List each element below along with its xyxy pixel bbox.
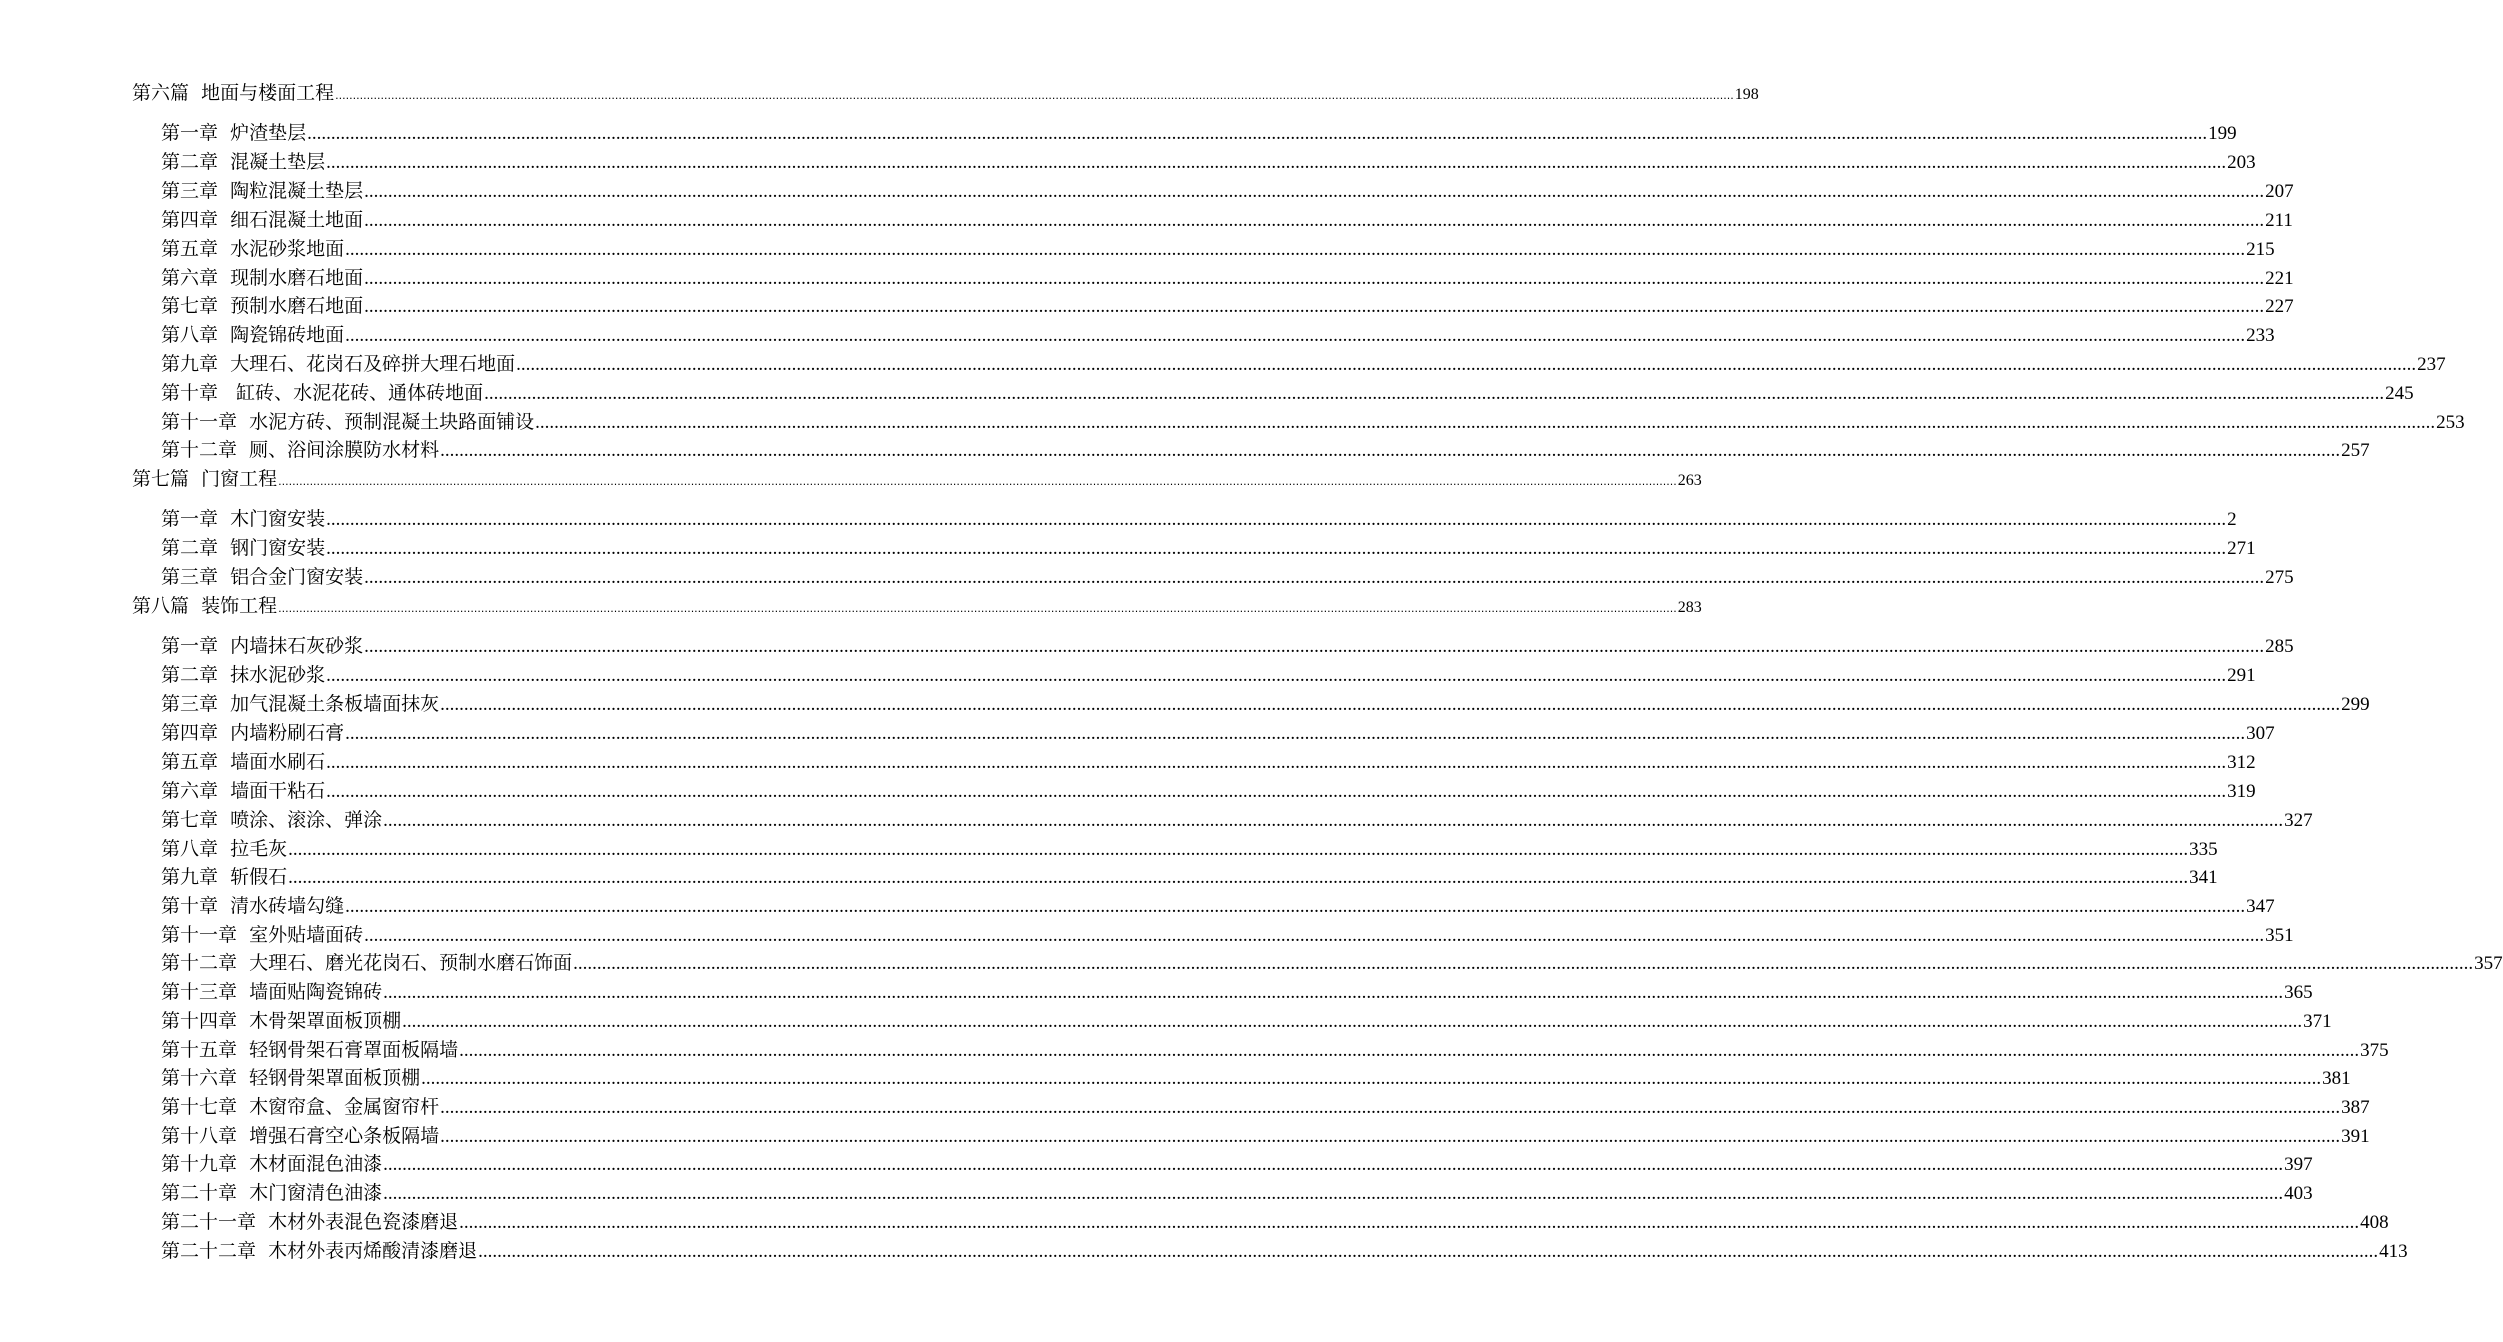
toc-entry-title: 第十章 清水砖墙勾缝 — [161, 895, 345, 917]
dot-leader: ................................................................................................................................................................................................................................................................................................................................................................................................................ — [573, 953, 2474, 974]
dot-leader: ................................................................................................................................................................................................................................................................................................................................................................................................................ — [326, 665, 2227, 686]
dot-leader: ................................................................................................................................................................................................................................................................................................................................................................................................................ — [326, 752, 2227, 773]
toc-page-number: 215 — [2246, 239, 2275, 260]
dot-leader: ................................................................................................................................................................................................................................................................................................................................................................................................................ — [307, 123, 2208, 144]
dot-leader: ................................................................................................................................................................................................................................................................................................................................................................................................................ — [326, 538, 2227, 559]
dot-leader: ................................................................................................................................................................................................................................................................................................................................................................................................................ — [326, 781, 2227, 802]
toc-chapter-entry[interactable] — [161, 747, 2256, 774]
dot-leader: ................................................................................................................................................................................................................................................................................................................................................................................................................ — [278, 602, 1677, 615]
toc-entry-title: 第十八章 增强石膏空心条板隔墙 — [161, 1125, 440, 1147]
toc-chapter-entry[interactable] — [161, 562, 2294, 589]
toc-entry-title: 第一章 木门窗安装 — [161, 508, 326, 530]
dot-leader: ................................................................................................................................................................................................................................................................................................................................................................................................................ — [364, 925, 2265, 946]
toc-chapter-entry[interactable] — [161, 1178, 2313, 1205]
dot-leader: ................................................................................................................................................................................................................................................................................................................................................................................................................ — [535, 412, 2436, 433]
toc-page-number: 221 — [2265, 268, 2294, 289]
dot-leader: ................................................................................................................................................................................................................................................................................................................................................................................................................ — [383, 810, 2284, 831]
toc-part-entry[interactable] — [132, 78, 1759, 105]
toc-chapter-entry[interactable] — [161, 205, 2293, 232]
toc-entry-title: 第八章 拉毛灰 — [161, 838, 288, 860]
dot-leader: ................................................................................................................................................................................................................................................................................................................................................................................................................ — [288, 867, 2189, 888]
toc-chapter-entry[interactable] — [161, 834, 2218, 861]
toc-chapter-entry[interactable] — [161, 631, 2294, 658]
toc-entry-title: 第十九章 木材面混色油漆 — [161, 1153, 383, 1175]
toc-page-number: 351 — [2265, 925, 2294, 946]
toc-chapter-entry[interactable] — [161, 1121, 2370, 1148]
toc-page-number: 285 — [2265, 636, 2294, 657]
toc-chapter-entry[interactable] — [161, 176, 2294, 203]
toc-entry-title: 第六章 现制水磨石地面 — [161, 267, 364, 289]
dot-leader: ................................................................................................................................................................................................................................................................................................................................................................................................................ — [345, 723, 2246, 744]
toc-entry-title: 第三章 陶粒混凝土垫层 — [161, 180, 364, 202]
toc-entry-title: 第七章 喷涂、滚涂、弹涂 — [161, 809, 383, 831]
dot-leader: ................................................................................................................................................................................................................................................................................................................................................................................................................ — [421, 1068, 2322, 1089]
toc-chapter-entry[interactable] — [161, 805, 2313, 832]
toc-entry-title: 第七章 预制水磨石地面 — [161, 295, 364, 317]
toc-page-number: 413 — [2379, 1241, 2408, 1262]
dot-leader: ................................................................................................................................................................................................................................................................................................................................................................................................................ — [278, 475, 1677, 488]
toc-page-number: 211 — [2265, 210, 2293, 231]
toc-chapter-entry[interactable] — [161, 435, 2370, 462]
toc-page-number: 253 — [2436, 412, 2465, 433]
toc-chapter-entry[interactable] — [161, 977, 2313, 1004]
toc-page-number: 233 — [2246, 325, 2275, 346]
dot-leader: ................................................................................................................................................................................................................................................................................................................................................................................................................ — [440, 1126, 2341, 1147]
toc-chapter-entry[interactable] — [161, 320, 2275, 347]
toc-page-number: 365 — [2284, 982, 2313, 1003]
toc-chapter-entry[interactable] — [161, 1236, 2408, 1263]
toc-entry-title: 第十二章 大理石、磨光花岗石、预制水磨石饰面 — [161, 952, 573, 974]
toc-page-number: 207 — [2265, 181, 2294, 202]
toc-entry-title: 第二十二章 木材外表丙烯酸清漆磨退 — [161, 1240, 478, 1262]
toc-entry-title: 第八篇 装饰工程 — [132, 595, 278, 617]
toc-chapter-entry[interactable] — [161, 1063, 2351, 1090]
toc-entry-title: 第十一章 水泥方砖、预制混凝土块路面铺设 — [161, 411, 535, 433]
dot-leader: ................................................................................................................................................................................................................................................................................................................................................................................................................ — [478, 1241, 2379, 1262]
dot-leader: ................................................................................................................................................................................................................................................................................................................................................................................................................ — [440, 1097, 2341, 1118]
toc-page-number: 299 — [2341, 694, 2370, 715]
toc-chapter-entry[interactable] — [161, 349, 2446, 376]
toc-chapter-entry[interactable] — [161, 263, 2294, 290]
toc-entry-title: 第八章 陶瓷锦砖地面 — [161, 324, 345, 346]
dot-leader: ................................................................................................................................................................................................................................................................................................................................................................................................................ — [345, 896, 2246, 917]
toc-page-number: 237 — [2417, 354, 2446, 375]
toc-page-number: 291 — [2227, 665, 2256, 686]
toc-entry-title: 第十六章 轻钢骨架罩面板顶棚 — [161, 1067, 421, 1089]
toc-page-number: 347 — [2246, 896, 2275, 917]
toc-entry-title: 第二章 抹水泥砂浆 — [161, 664, 326, 686]
toc-page-number: 327 — [2284, 810, 2313, 831]
toc-page-number: 319 — [2227, 781, 2256, 802]
toc-entry-title: 第七篇 门窗工程 — [132, 468, 278, 490]
dot-leader: ................................................................................................................................................................................................................................................................................................................................................................................................................ — [440, 694, 2341, 715]
toc-part-entry[interactable] — [132, 464, 1702, 491]
toc-entry-title: 第二章 混凝土垫层 — [161, 151, 326, 173]
dot-leader: ................................................................................................................................................................................................................................................................................................................................................................................................................ — [364, 567, 2265, 588]
toc-entry-title: 第十七章 木窗帘盒、金属窗帘杆 — [161, 1096, 440, 1118]
toc-page-number: 391 — [2341, 1126, 2370, 1147]
toc-entry-title: 第十二章 厕、浴间涂膜防水材料 — [161, 439, 440, 461]
dot-leader: ................................................................................................................................................................................................................................................................................................................................................................................................................ — [383, 1154, 2284, 1175]
toc-entry-title: 第九章 斩假石 — [161, 866, 288, 888]
toc-chapter-entry[interactable] — [161, 407, 2465, 434]
toc-chapter-entry[interactable] — [161, 533, 2256, 560]
toc-page-number: 275 — [2265, 567, 2294, 588]
toc-entry-title: 第三章 加气混凝土条板墙面抹灰 — [161, 693, 440, 715]
toc-entry-title: 第十五章 轻钢骨架石膏罩面板隔墙 — [161, 1039, 459, 1061]
toc-page-number: 2 — [2227, 509, 2237, 530]
toc-page-number: 397 — [2284, 1154, 2313, 1175]
toc-entry-title: 第十三章 墙面贴陶瓷锦砖 — [161, 981, 383, 1003]
toc-entry-title: 第二十章 木门窗清色油漆 — [161, 1182, 383, 1204]
toc-chapter-entry[interactable] — [161, 920, 2294, 947]
toc-page-number: 307 — [2246, 723, 2275, 744]
toc-page-number: 312 — [2227, 752, 2256, 773]
dot-leader: ................................................................................................................................................................................................................................................................................................................................................................................................................ — [364, 210, 2265, 231]
toc-page-number: 387 — [2341, 1097, 2370, 1118]
toc-page-number: 199 — [2208, 123, 2237, 144]
toc-entry-title: 第二十一章 木材外表混色瓷漆磨退 — [161, 1211, 459, 1233]
toc-chapter-entry[interactable] — [161, 689, 2370, 716]
toc-entry-title: 第六章 墙面干粘石 — [161, 780, 326, 802]
toc-chapter-entry[interactable] — [161, 660, 2256, 687]
dot-leader: ................................................................................................................................................................................................................................................................................................................................................................................................................ — [459, 1040, 2360, 1061]
toc-page-number: 341 — [2189, 867, 2218, 888]
toc-entry-title: 第九章 大理石、花岗石及碎拼大理石地面 — [161, 353, 516, 375]
dot-leader: ................................................................................................................................................................................................................................................................................................................................................................................................................ — [335, 89, 1734, 102]
toc-entry-title: 第五章 水泥砂浆地面 — [161, 238, 345, 260]
dot-leader: ................................................................................................................................................................................................................................................................................................................................................................................................................ — [326, 152, 2227, 173]
toc-page-number: 227 — [2265, 296, 2294, 317]
toc-chapter-entry[interactable] — [161, 147, 2256, 174]
toc-page-number: 335 — [2189, 839, 2218, 860]
toc-page-number: 357 — [2474, 953, 2503, 974]
toc-page-number: 403 — [2284, 1183, 2313, 1204]
toc-chapter-entry[interactable] — [161, 1006, 2332, 1033]
dot-leader: ................................................................................................................................................................................................................................................................................................................................................................................................................ — [364, 268, 2265, 289]
toc-chapter-entry[interactable] — [161, 1149, 2313, 1176]
toc-entry-title: 第六篇 地面与楼面工程 — [132, 82, 335, 104]
toc-chapter-entry[interactable] — [161, 378, 2414, 405]
toc-chapter-entry[interactable] — [161, 1092, 2370, 1119]
dot-leader: ................................................................................................................................................................................................................................................................................................................................................................................................................ — [364, 181, 2265, 202]
dot-leader: ................................................................................................................................................................................................................................................................................................................................................................................................................ — [383, 1183, 2284, 1204]
dot-leader: ................................................................................................................................................................................................................................................................................................................................................................................................................ — [440, 440, 2341, 461]
toc-entry-title: 第十章 缸砖、水泥花砖、通体砖地面 — [161, 382, 484, 404]
dot-leader: ................................................................................................................................................................................................................................................................................................................................................................................................................ — [345, 325, 2246, 346]
toc-entry-title: 第五章 墙面水刷石 — [161, 751, 326, 773]
toc-entry-title: 第二章 钢门窗安装 — [161, 537, 326, 559]
toc-chapter-entry[interactable] — [161, 948, 2503, 975]
toc-page-number: 283 — [1677, 599, 1702, 616]
toc-page-number: 245 — [2385, 383, 2414, 404]
toc-chapter-entry[interactable] — [161, 118, 2237, 145]
toc-page-number: 263 — [1677, 472, 1702, 489]
dot-leader: ................................................................................................................................................................................................................................................................................................................................................................................................................ — [383, 982, 2284, 1003]
toc-chapter-entry[interactable] — [161, 718, 2275, 745]
toc-page-number: 371 — [2303, 1011, 2332, 1032]
toc-chapter-entry[interactable] — [161, 862, 2218, 889]
toc-chapter-entry[interactable] — [161, 291, 2294, 318]
dot-leader: ................................................................................................................................................................................................................................................................................................................................................................................................................ — [516, 354, 2417, 375]
toc-page-number: 198 — [1734, 86, 1759, 103]
toc-page-number: 257 — [2341, 440, 2370, 461]
toc-page-number: 408 — [2360, 1212, 2389, 1233]
toc-chapter-entry[interactable] — [161, 776, 2256, 803]
dot-leader: ................................................................................................................................................................................................................................................................................................................................................................................................................ — [288, 839, 2189, 860]
toc-entry-title: 第四章 内墙粉刷石膏 — [161, 722, 345, 744]
toc-entry-title: 第一章 炉渣垫层 — [161, 122, 307, 144]
dot-leader: ................................................................................................................................................................................................................................................................................................................................................................................................................ — [459, 1212, 2360, 1233]
toc-entry-title: 第四章 细石混凝土地面 — [161, 209, 364, 231]
toc-page-number: 203 — [2227, 152, 2256, 173]
toc-entry-title: 第十四章 木骨架罩面板顶棚 — [161, 1010, 402, 1032]
toc-entry-title: 第一章 内墙抹石灰砂浆 — [161, 635, 364, 657]
toc-chapter-entry[interactable] — [161, 891, 2275, 918]
toc-chapter-entry[interactable] — [161, 234, 2275, 261]
toc-page-number: 271 — [2227, 538, 2256, 559]
toc-page-number: 381 — [2322, 1068, 2351, 1089]
toc-entry-title: 第十一章 室外贴墙面砖 — [161, 924, 364, 946]
dot-leader: ................................................................................................................................................................................................................................................................................................................................................................................................................ — [402, 1011, 2303, 1032]
dot-leader: ................................................................................................................................................................................................................................................................................................................................................................................................................ — [345, 239, 2246, 260]
toc-chapter-entry[interactable] — [161, 1207, 2389, 1234]
toc-chapter-entry[interactable] — [161, 504, 2237, 531]
toc-entry-title: 第三章 铝合金门窗安装 — [161, 566, 364, 588]
dot-leader: ................................................................................................................................................................................................................................................................................................................................................................................................................ — [326, 509, 2227, 530]
toc-chapter-entry[interactable] — [161, 1035, 2389, 1062]
dot-leader: ................................................................................................................................................................................................................................................................................................................................................................................................................ — [364, 636, 2265, 657]
toc-page-number: 375 — [2360, 1040, 2389, 1061]
dot-leader: ................................................................................................................................................................................................................................................................................................................................................................................................................ — [364, 296, 2265, 317]
toc-part-entry[interactable] — [132, 591, 1702, 618]
dot-leader: ................................................................................................................................................................................................................................................................................................................................................................................................................ — [484, 383, 2385, 404]
